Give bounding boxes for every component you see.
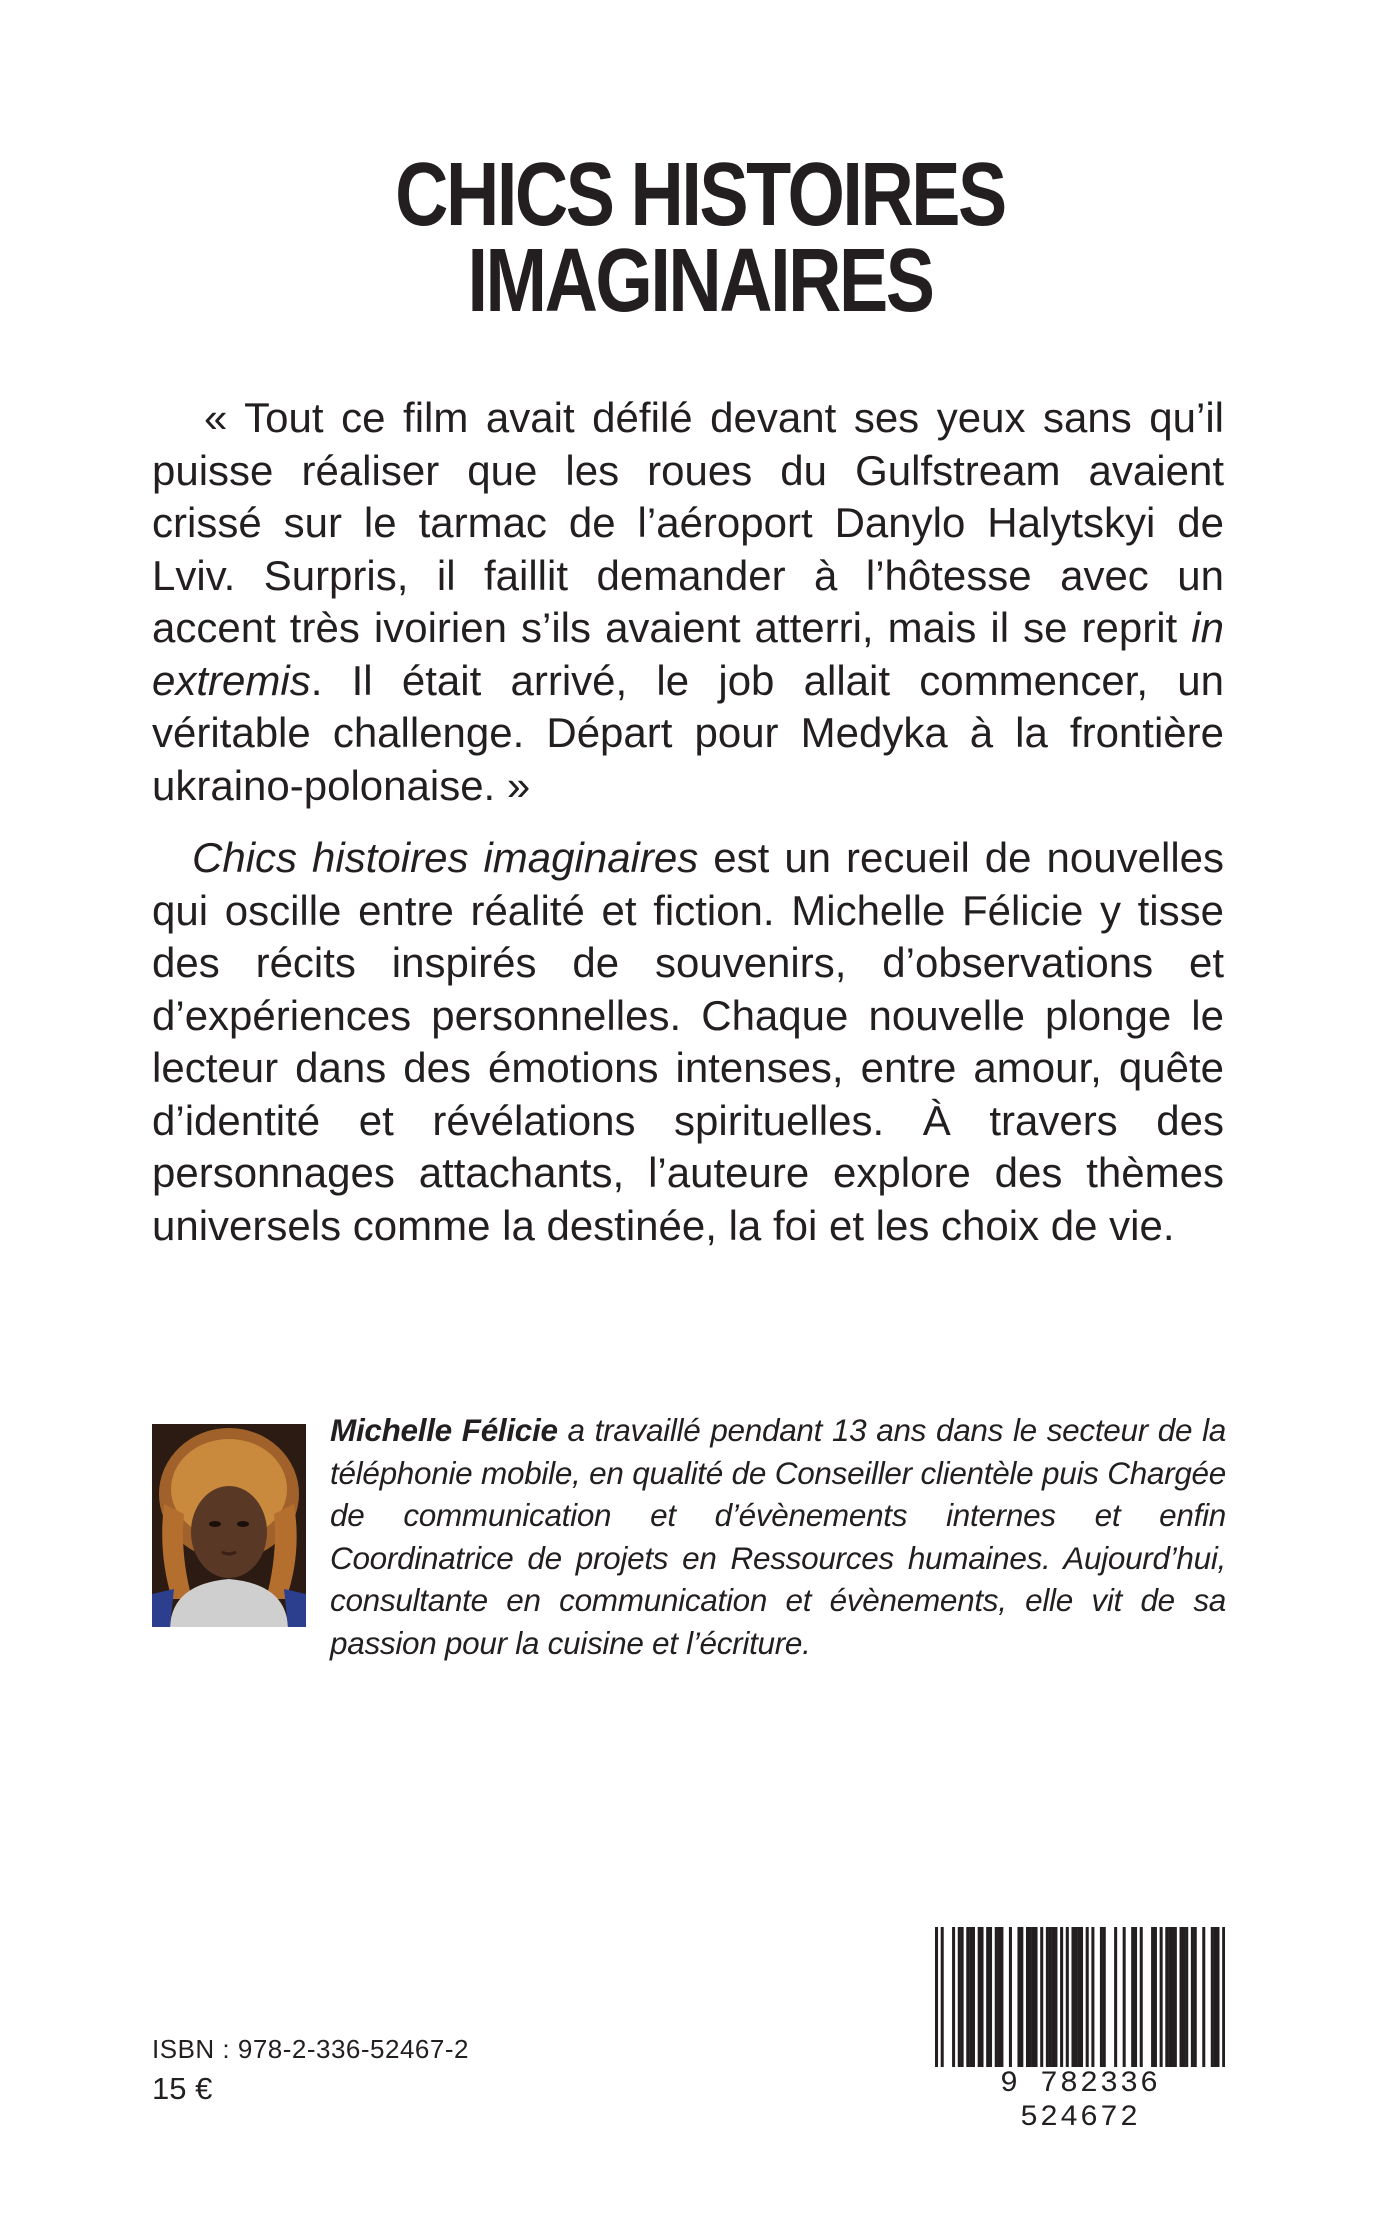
barcode-bar xyxy=(1029,1927,1032,2067)
barcode-bar xyxy=(958,1927,961,2067)
barcode-bar xyxy=(1017,1927,1020,2067)
book-summary xyxy=(152,832,1224,1252)
quote-emphasis: in extremis xyxy=(152,604,1224,704)
barcode-bar xyxy=(1054,1927,1057,2067)
book-title-line-1: CHICS HISTOIRES xyxy=(395,145,1005,245)
barcode-bar xyxy=(972,1927,975,2067)
barcode-bar xyxy=(1020,1927,1023,2067)
price-label: 15 € xyxy=(152,2071,213,2106)
barcode-bar xyxy=(986,1927,989,2067)
barcode-bar xyxy=(978,1927,981,2067)
barcode-bar xyxy=(1077,1927,1080,2067)
barcode-bar xyxy=(1214,1927,1217,2067)
quote-part-2: . Il était arrivé, le job allait commencer, un véritable challenge. Départ pour Medyka à la frontière ukraino-polonaise. » xyxy=(152,656,1224,809)
barcode-bar xyxy=(998,1927,1001,2067)
book-title xyxy=(126,145,1274,331)
barcode-bar xyxy=(1140,1927,1143,2067)
barcode-bar xyxy=(1194,1927,1197,2067)
barcode-digits: 9 782336 524672 xyxy=(935,2067,1225,2135)
barcode-bar xyxy=(995,1927,998,2067)
author-portrait xyxy=(152,1424,306,1627)
barcode-bar xyxy=(1086,1927,1089,2067)
barcode-bar xyxy=(1160,1927,1163,2067)
barcode-bar xyxy=(1100,1927,1103,2067)
barcode-bar xyxy=(1060,1927,1063,2067)
barcode-bar xyxy=(1168,1927,1171,2067)
barcode-bar xyxy=(1074,1927,1077,2067)
barcode-bar xyxy=(1202,1927,1205,2067)
barcode-bars xyxy=(935,1927,1225,2067)
barcode-bar xyxy=(1026,1927,1029,2067)
barcode-bar xyxy=(1182,1927,1185,2067)
barcode-bar xyxy=(935,1927,938,2067)
barcode-bar xyxy=(1165,1927,1168,2067)
author-name: Michelle Félicie xyxy=(330,1412,558,1448)
summary-text: est un recueil de nouvelles qui oscille entre réalité et fiction. Michelle Félicie y tisse des récits inspirés de souvenirs, d’observations et d’expériences personnelles. Chaque nouvelle plonge le lecteur dans des émotions intenses, entre amour, quête d’identité et révélations spirituelles. À travers des personnages attachants, l’auteure explore des thèmes universels comme la destinée, la foi et les choix de vie. xyxy=(152,834,1225,1249)
barcode-bar xyxy=(1134,1927,1137,2067)
barcode-bar xyxy=(1071,1927,1074,2067)
excerpt-quote xyxy=(152,392,1224,812)
barcode-bar xyxy=(1052,1927,1055,2067)
barcode-bar xyxy=(1035,1927,1038,2067)
barcode-bar xyxy=(1171,1927,1174,2067)
barcode-bar xyxy=(941,1927,944,2067)
barcode-bar xyxy=(1211,1927,1214,2067)
barcode-bar xyxy=(989,1927,992,2067)
barcode-bar xyxy=(1091,1927,1094,2067)
summary-book-title: Chics histoires imaginaires xyxy=(192,834,699,881)
barcode-bar xyxy=(1191,1927,1194,2067)
barcode-bar xyxy=(1222,1927,1225,2067)
barcode-bar xyxy=(1131,1927,1134,2067)
barcode-bar xyxy=(1216,1927,1219,2067)
barcode-bar xyxy=(966,1927,969,2067)
barcode-bar xyxy=(1066,1927,1069,2067)
barcode-bar xyxy=(1123,1927,1126,2067)
barcode-bar xyxy=(1185,1927,1188,2067)
barcode-bar xyxy=(980,1927,983,2067)
author-photo-image xyxy=(152,1424,306,1627)
barcode-bar xyxy=(1151,1927,1154,2067)
author-bio-text: a travaillé pendant 13 ans dans le secteur de la téléphonie mobile, en qualité de Conseiller clientèle puis Chargée de communication et d’évènements internes et enfin Coordinatrice de projets en Ressources humaines. Aujourd’hui, consultante en communication et évènements, elle vit de sa passion pour la cuisine et l’écriture. xyxy=(330,1412,1226,1661)
isbn-label: ISBN : 978-2-336-52467-2 xyxy=(152,2034,469,2064)
barcode-bar xyxy=(1114,1927,1117,2067)
barcode-bar xyxy=(1174,1927,1177,2067)
barcode-bar xyxy=(1180,1927,1183,2067)
author-bio xyxy=(330,1409,1226,1664)
barcode-bar xyxy=(1154,1927,1157,2067)
book-title-line-2: IMAGINAIRES xyxy=(467,231,933,331)
barcode-bar xyxy=(1049,1927,1052,2067)
barcode-bar xyxy=(1040,1927,1043,2067)
barcode-bar xyxy=(1046,1927,1049,2067)
barcode-bar xyxy=(1080,1927,1083,2067)
barcode-bar xyxy=(1103,1927,1106,2067)
barcode-bar xyxy=(1000,1927,1003,2067)
barcode-bar xyxy=(969,1927,972,2067)
barcode-bar xyxy=(961,1927,964,2067)
barcode-bar xyxy=(1009,1927,1012,2067)
barcode-bar xyxy=(1032,1927,1035,2067)
barcode-bar xyxy=(952,1927,955,2067)
quote-part-1: « Tout ce film avait défilé devant ses yeux sans qu’il puisse réaliser que les roues du Gulfstream avaient crissé sur le tarmac de l’aéroport Danylo Halytskyi de Lviv. Surpris, il faillit demander à l’hôtesse avec un accent très ivoirien s’ils avaient atterri, mais il se reprit xyxy=(152,394,1224,651)
